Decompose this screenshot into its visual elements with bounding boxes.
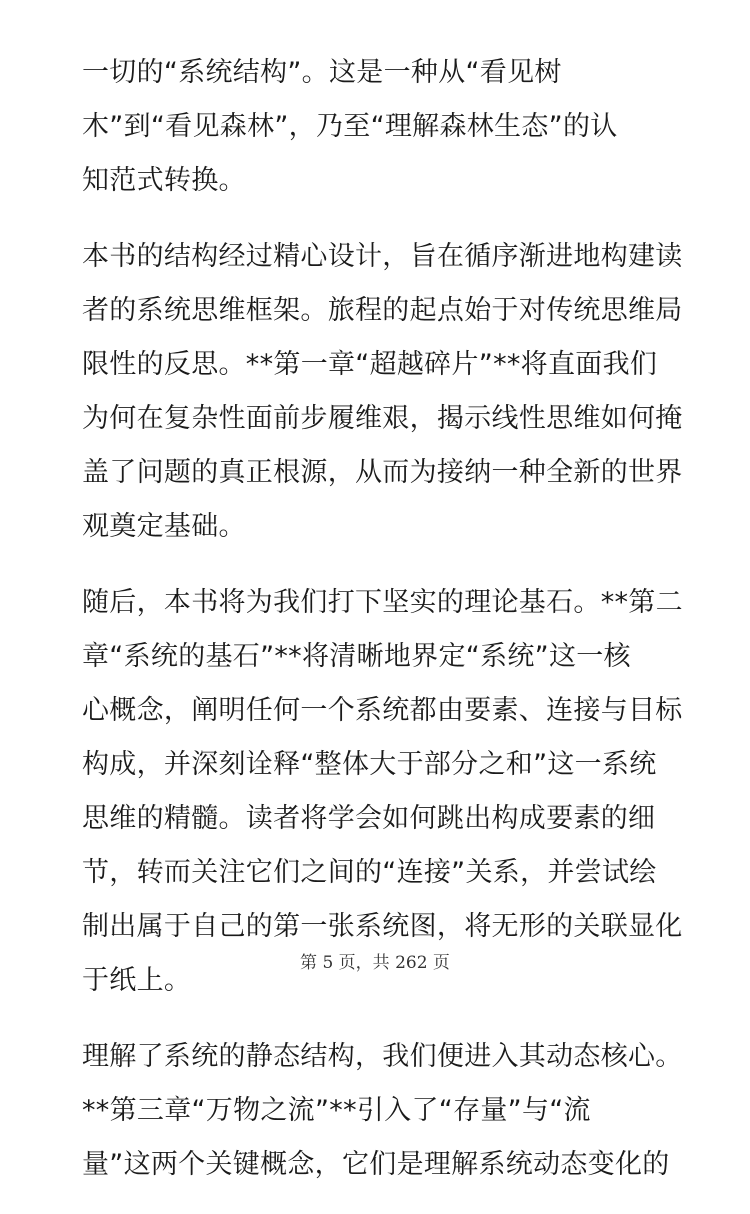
paragraph-2	[82, 230, 683, 554]
text-line: 本书的结构经过精心设计，旨在循序渐进地构建读	[82, 241, 683, 272]
paragraph-1	[82, 46, 672, 208]
text-line: 节，转而关注它们之间的“连接”关系，并尝试绘	[82, 857, 657, 888]
text-line: 心概念，阐明任何一个系统都由要素、连接与目标	[82, 695, 683, 726]
text-line: 一切的“系统结构”。这是一种从“看见树	[82, 57, 562, 88]
text-line: 盖了问题的真正根源，从而为接纳一种全新的世界	[82, 457, 683, 488]
paragraph-4	[82, 1030, 683, 1192]
text-line: 为何在复杂性面前步履维艰，揭示线性思维如何掩	[82, 403, 683, 434]
text-line: 木”到“看见森林”，乃至“理解森林生态”的认	[82, 111, 618, 142]
text-line: 构成，并深刻诠释“整体大于部分之和”这一系统	[82, 749, 657, 780]
text-line: 观奠定基础。	[82, 511, 246, 542]
text-line: 理解了系统的静态结构，我们便进入其动态核心。	[82, 1041, 683, 1072]
page-number-footer: 第 5 页，共 262 页	[300, 953, 450, 973]
text-line: 思维的精髓。读者将学会如何跳出构成要素的细	[82, 803, 656, 834]
paragraph-3	[82, 576, 683, 1008]
text-line: **第三章“万物之流”**引入了“存量”与“流	[82, 1095, 591, 1126]
text-line: 者的系统思维框架。旅程的起点始于对传统思维局	[82, 295, 683, 326]
text-line: 制出属于自己的第一张系统图，将无形的关联显化	[82, 911, 683, 942]
text-line: 量”这两个关键概念，它们是理解系统动态变化的	[82, 1149, 670, 1180]
text-line: 章“系统的基石”**将清晰地界定“系统”这一核	[82, 641, 631, 672]
text-line: 于纸上。	[82, 965, 192, 996]
body-text	[82, 46, 683, 1214]
text-line: 限性的反思。**第一章“超越碎片”**将直面我们	[82, 349, 658, 380]
text-line: 知范式转换。	[82, 165, 246, 196]
text-line: 随后，本书将为我们打下坚实的理论基石。**第二	[82, 587, 683, 618]
